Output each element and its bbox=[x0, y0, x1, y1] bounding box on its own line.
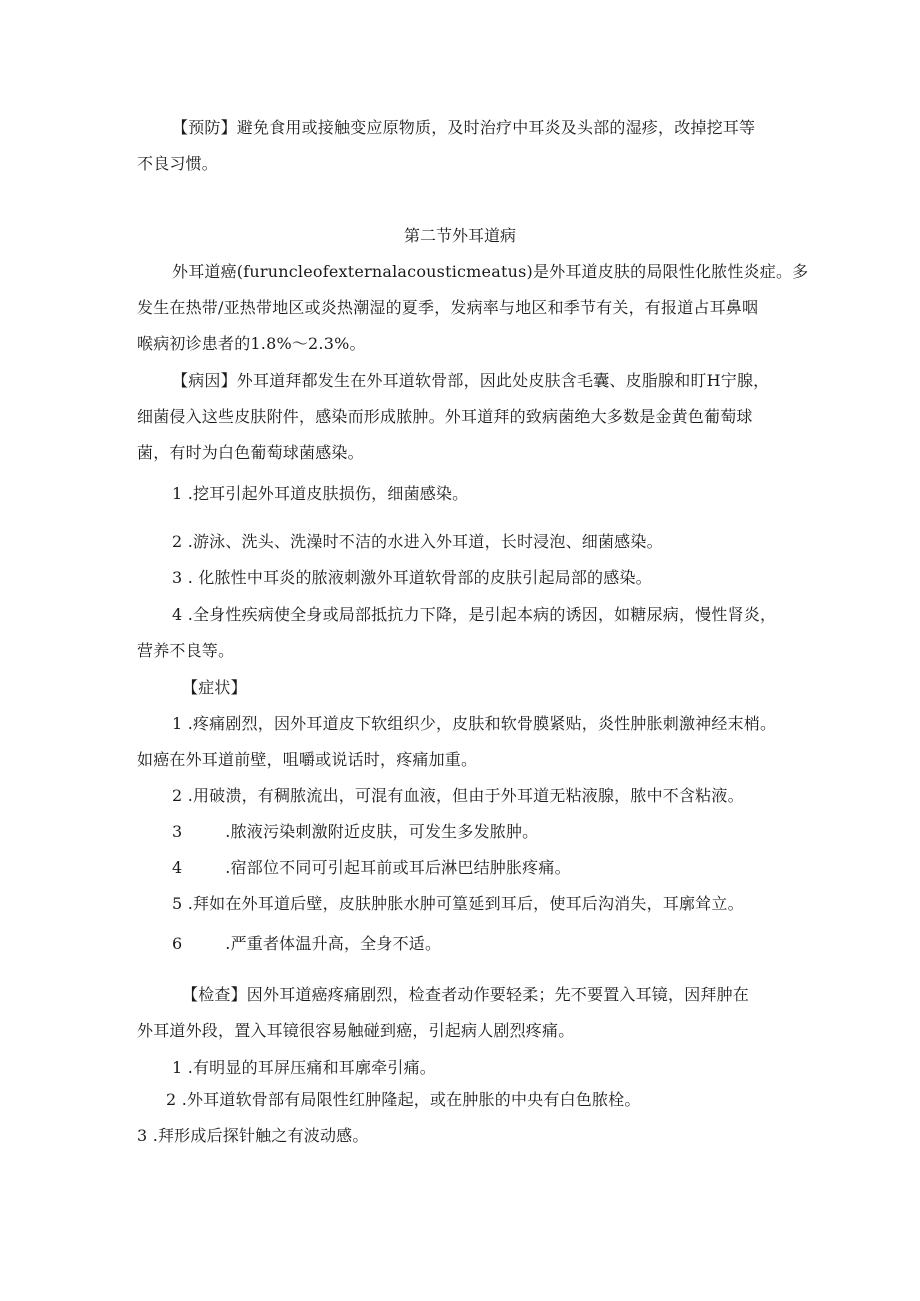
intro-line-3: 喉病初诊患者的1.8%～2.3%。 bbox=[137, 334, 366, 353]
examination-line-1: 【检查】因外耳道癌疼痛剧烈，检查者动作要轻柔；先不要置入耳镜，因拜肿在 bbox=[182, 985, 750, 1004]
item-text: .疼痛剧烈，因外耳道皮下软组织少，皮肤和软骨膜紧贴，炎性肿胀刺激神经末梢。 bbox=[187, 714, 777, 733]
item-number: 3 bbox=[172, 568, 183, 587]
item-number: 5 bbox=[172, 894, 183, 913]
item-text: .拜形成后探针触之有波动感。 bbox=[152, 1126, 369, 1145]
item-number: 2 bbox=[172, 532, 183, 551]
symptoms-item-2 bbox=[172, 786, 744, 806]
symptoms-item-3 bbox=[172, 822, 538, 842]
symptoms-item-1-cont: 如癌在外耳道前壁，咀嚼或说话时，疼痛加重。 bbox=[137, 750, 478, 769]
item-number: 4 bbox=[172, 858, 183, 877]
item-text: .游泳、洗头、洗澡时不洁的水进入外耳道，长时浸泡、细菌感染。 bbox=[187, 532, 663, 551]
prevention-line-2: 不良习惯。 bbox=[137, 154, 219, 173]
item-number: 4 bbox=[172, 605, 183, 624]
item-text: .宿部位不同可引起耳前或耳后淋巴结肿胀疼痛。 bbox=[225, 858, 571, 877]
item-text: . 化脓性中耳炎的脓液刺激外耳道软骨部的皮肤引起局部的感染。 bbox=[187, 568, 652, 587]
item-number: 3 bbox=[172, 822, 183, 841]
item-text: .用破溃，有稠脓流出，可混有血液，但由于外耳道无粘液腺，脓中不含粘液。 bbox=[187, 786, 744, 805]
item-number: 1 bbox=[172, 1058, 183, 1077]
intro-line-2: 发生在热带/亚热带地区或炎热潮湿的夏季，发病率与地区和季节有关，有报道占耳鼻咽 bbox=[137, 298, 759, 317]
etiology-line-2: 细菌侵入这些皮肤附件，感染而形成脓肿。外耳道拜的致病菌绝大多数是金黄色葡萄球 bbox=[137, 407, 753, 426]
symptoms-heading: 【症状】 bbox=[182, 678, 247, 697]
item-number: 6 bbox=[172, 934, 183, 953]
item-text: .挖耳引起外耳道皮肤损伤，细菌感染。 bbox=[187, 484, 469, 503]
etiology-item-3 bbox=[172, 568, 652, 588]
etiology-line-3: 菌，有时为白色葡萄球菌感染。 bbox=[137, 443, 364, 462]
prevention-line-1: 【预防】避免食用或接触变应原物质，及时治疗中耳炎及头部的湿疹，改掉挖耳等 bbox=[172, 118, 756, 137]
examination-item-2 bbox=[166, 1090, 641, 1110]
examination-item-3 bbox=[137, 1126, 369, 1146]
item-text: .拜如在外耳道后壁，皮肤肿胀水肿可篁延到耳后，使耳后沟消失，耳廓耸立。 bbox=[187, 894, 744, 913]
item-number: 1 bbox=[172, 484, 183, 503]
item-number: 2 bbox=[166, 1090, 177, 1109]
item-number: 3 bbox=[137, 1126, 148, 1145]
item-text: .严重者体温升高，全身不适。 bbox=[225, 934, 442, 953]
symptoms-item-6 bbox=[172, 934, 441, 954]
symptoms-item-4 bbox=[172, 858, 571, 878]
item-text: .有明显的耳屏压痛和耳廓牵引痛。 bbox=[187, 1058, 436, 1077]
symptoms-item-1 bbox=[172, 714, 776, 734]
etiology-line-1: 【病因】外耳道拜都发生在外耳道软骨部，因此处皮肤含毛囊、皮脂腺和盯H宁腺， bbox=[172, 371, 770, 390]
item-number: 2 bbox=[172, 786, 183, 805]
etiology-item-4-cont: 营养不良等。 bbox=[137, 641, 235, 660]
examination-item-1 bbox=[172, 1058, 436, 1078]
section-title: 第二节外耳道病 bbox=[403, 226, 516, 245]
symptoms-item-5 bbox=[172, 894, 744, 914]
etiology-item-2 bbox=[172, 532, 663, 552]
item-text: .全身性疾病使全身或局部抵抗力下降，是引起本病的诱因，如糖尿病，慢性肾炎， bbox=[187, 605, 777, 624]
etiology-item-1 bbox=[172, 484, 468, 504]
examination-line-2: 外耳道外段，置入耳镜很容易触碰到癌，引起病人剧烈疼痛。 bbox=[137, 1021, 575, 1040]
intro-line-1: 外耳道癌(furuncleofexternalacousticmeatus)是外耳道皮肤的局限性化脓性炎症。多 bbox=[172, 262, 809, 281]
etiology-item-4 bbox=[172, 605, 776, 625]
item-number: 1 bbox=[172, 714, 183, 733]
item-text: .外耳道软骨部有局限性红肿隆起，或在肿胀的中央有白色脓栓。 bbox=[181, 1090, 641, 1109]
item-text: .脓液污染刺激附近皮肤，可发生多发脓肿。 bbox=[225, 822, 539, 841]
